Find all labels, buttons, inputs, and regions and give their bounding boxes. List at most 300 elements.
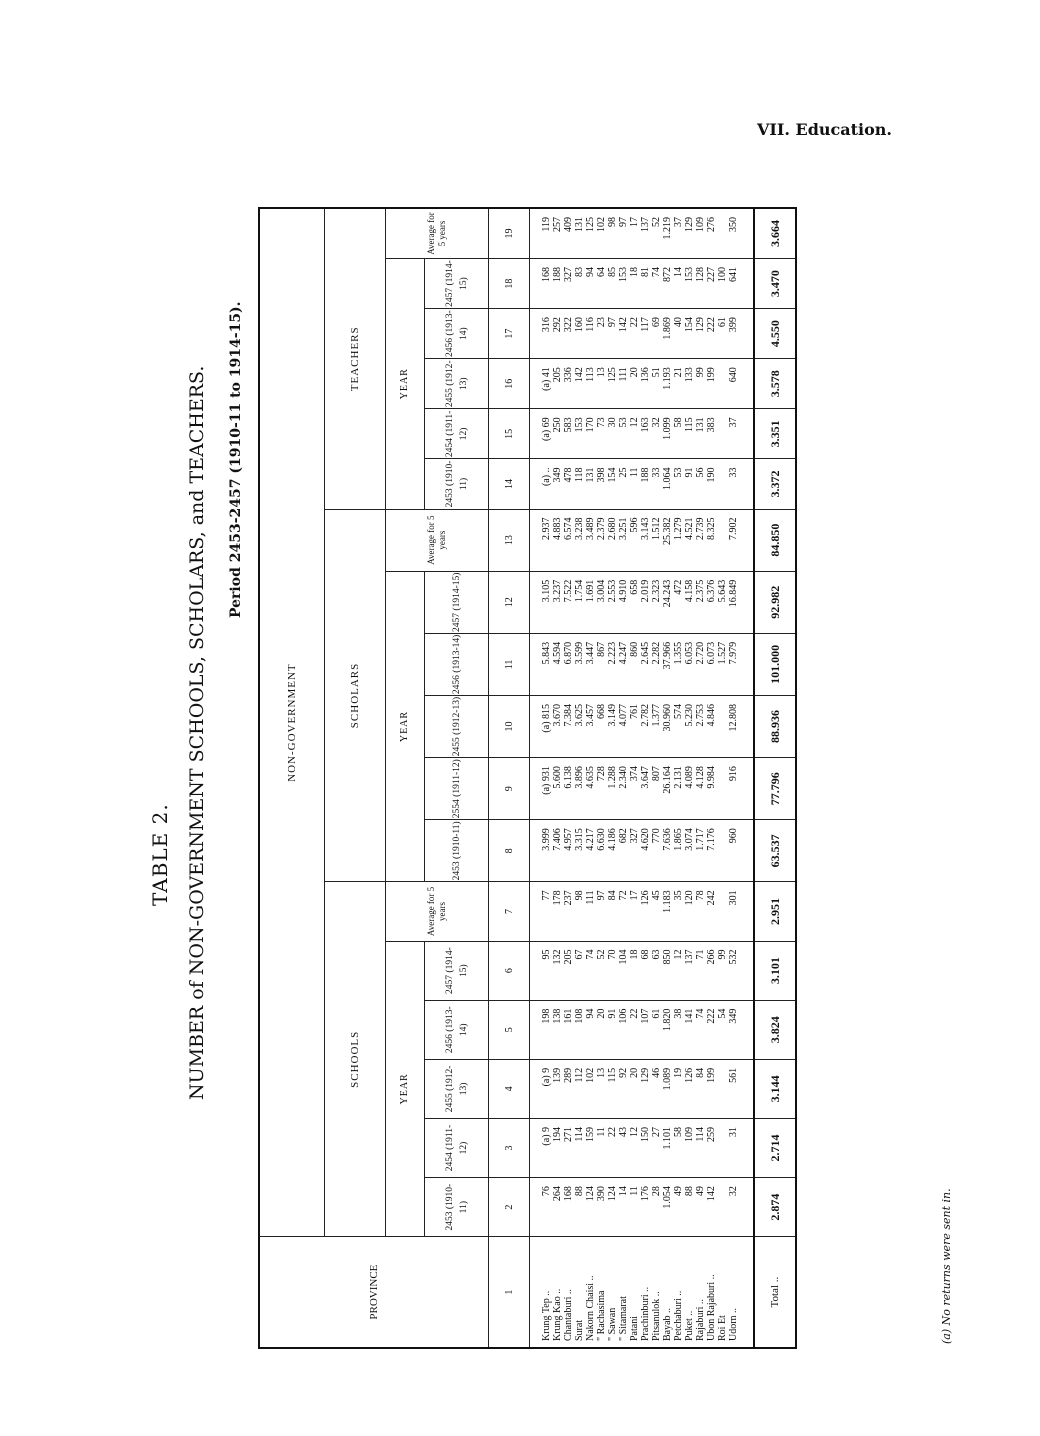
table-cell: 399 <box>728 309 754 359</box>
province-name: " Sitamarat <box>618 1237 629 1348</box>
table-cell: 49 <box>695 1178 706 1237</box>
table-cell: 1.183 <box>662 882 673 941</box>
table-cell: 168 <box>563 1178 574 1237</box>
table-cell: 97 <box>596 882 607 941</box>
table-cell: 1.869 <box>662 309 673 359</box>
table-cell: 17 <box>629 208 640 259</box>
column-number: 1 <box>489 1237 530 1348</box>
total-cell: 3.470 <box>754 259 796 309</box>
table-cell: 58 <box>673 1118 684 1177</box>
province-name: Surat <box>574 1237 585 1348</box>
table-cell <box>717 1178 728 1237</box>
table-cell: 124 <box>585 1178 596 1237</box>
table-cell: 49 <box>673 1178 684 1237</box>
table-cell: 132 <box>552 941 563 1000</box>
teachers-year-header: 2453 (1910-11) <box>425 459 489 509</box>
province-name: Ubon Rajaburi .. <box>706 1237 717 1348</box>
table-cell: 4.910 <box>618 571 629 633</box>
table-cell: 205 <box>563 941 574 1000</box>
table-cell: 154 <box>607 459 618 509</box>
table-cell <box>717 1118 728 1177</box>
column-number: 19 <box>489 208 530 259</box>
table-cell: 4.186 <box>607 820 618 882</box>
column-number: 2 <box>489 1178 530 1237</box>
schools-avg-header: Average for 5 years <box>386 882 489 941</box>
table-cell: 77 <box>541 882 552 941</box>
table-cell: 2.131 <box>673 758 684 820</box>
table-cell: 118 <box>574 459 585 509</box>
column-number: 5 <box>489 1000 530 1059</box>
table-cell: 7.522 <box>563 571 574 633</box>
table-cell: 2.720 <box>695 633 706 695</box>
table-cell: 14 <box>618 1178 629 1237</box>
table-title: TABLE 2. <box>148 803 172 906</box>
table-cell: 2.553 <box>607 571 618 633</box>
table-cell: 1.865 <box>673 820 684 882</box>
table-cell: 136 <box>640 359 651 409</box>
table-cell: 250 <box>552 409 563 459</box>
table-cell: 2.379 <box>596 509 607 571</box>
table-cell: 3.074 <box>684 820 695 882</box>
table-cell: 116 <box>585 309 596 359</box>
table-cell <box>717 1059 728 1118</box>
table-row <box>541 208 552 1348</box>
table-cell: 3.999 <box>541 820 552 882</box>
table-cell: 11 <box>629 459 640 509</box>
table-cell: 6.574 <box>563 509 574 571</box>
table-cell: (a) 9 <box>541 1118 552 1177</box>
table-cell: 292 <box>552 309 563 359</box>
table-cell: 237 <box>563 882 574 941</box>
province-name: Krung Tep .. <box>541 1237 552 1348</box>
table-cell: 1.219 <box>662 208 673 259</box>
table-cell: 1.820 <box>662 1000 673 1059</box>
table-cell: 97 <box>618 208 629 259</box>
table-row <box>706 208 717 1348</box>
province-name: Chantaburi .. <box>563 1237 574 1348</box>
table-cell: 161 <box>563 1000 574 1059</box>
province-name: Pitsanulok .. <box>651 1237 662 1348</box>
table-cell: 38 <box>673 1000 684 1059</box>
table-cell: 4.846 <box>706 695 717 757</box>
table-cell: 83 <box>574 259 585 309</box>
table-cell: 1.355 <box>673 633 684 695</box>
table-cell: 40 <box>673 309 684 359</box>
table-cell: 46 <box>651 1059 662 1118</box>
table-cell: 133 <box>684 359 695 409</box>
table-cell <box>717 758 728 820</box>
column-number: 15 <box>489 409 530 459</box>
scholars-year-header: 2453 (1910-11) <box>425 820 489 882</box>
table-cell: 3.315 <box>574 820 585 882</box>
table-cell: 124 <box>607 1178 618 1237</box>
table-cell: 64 <box>596 259 607 309</box>
table-cell: 3.457 <box>585 695 596 757</box>
table-cell: 205 <box>552 359 563 409</box>
table-cell: 91 <box>607 1000 618 1059</box>
scholars-year-header: 2456 (1913-14) <box>425 633 489 695</box>
table-cell: 2.223 <box>607 633 618 695</box>
table-row <box>673 208 684 1348</box>
table-cell: 2.753 <box>695 695 706 757</box>
table-cell: 154 <box>684 309 695 359</box>
table-cell: 18 <box>629 259 640 309</box>
table-cell: 316 <box>541 309 552 359</box>
table-cell: 641 <box>728 259 754 309</box>
table-cell: 33 <box>651 459 662 509</box>
table-cell: 16.849 <box>728 571 754 633</box>
table-cell <box>717 409 728 459</box>
total-label: Total .. <box>754 1237 796 1348</box>
schools-year-header: 2455 (1912-13) <box>425 1059 489 1118</box>
table-cell: 4.247 <box>618 633 629 695</box>
table-cell <box>717 208 728 259</box>
table-cell: 8.325 <box>706 509 717 571</box>
table-cell: 259 <box>706 1118 717 1177</box>
table-cell: 3.143 <box>640 509 651 571</box>
table-cell: 54 <box>717 1000 728 1059</box>
table-cell: 142 <box>618 309 629 359</box>
table-cell: 596 <box>629 509 640 571</box>
table-cell: 1.064 <box>662 459 673 509</box>
total-cell: 3.372 <box>754 459 796 509</box>
table-cell: 25 <box>618 459 629 509</box>
table-cell: 52 <box>651 208 662 259</box>
table-cell: 12.808 <box>728 695 754 757</box>
table-cell: 3.447 <box>585 633 596 695</box>
table-cell: 222 <box>706 309 717 359</box>
table-cell: 68 <box>640 941 651 1000</box>
total-cell: 2.874 <box>754 1178 796 1237</box>
province-header: PROVINCE <box>259 1237 489 1348</box>
table-cell: 2.645 <box>640 633 651 695</box>
table-cell: 3.599 <box>574 633 585 695</box>
table-cell: 276 <box>706 208 717 259</box>
table-cell: 67 <box>574 941 585 1000</box>
table-cell: 188 <box>552 259 563 309</box>
column-number: 17 <box>489 309 530 359</box>
table-cell: 20 <box>629 359 640 409</box>
table-cell: 658 <box>629 571 640 633</box>
table-row <box>717 208 728 1348</box>
table-cell: 12 <box>673 941 684 1000</box>
table-cell: 61 <box>717 309 728 359</box>
nongov-header: NON-GOVERNMENT <box>259 208 325 1237</box>
table-cell: 107 <box>640 1000 651 1059</box>
column-number: 8 <box>489 820 530 882</box>
table-cell: 264 <box>552 1178 563 1237</box>
table-cell: 3.647 <box>640 758 651 820</box>
table-cell: 176 <box>640 1178 651 1237</box>
table-row <box>563 208 574 1348</box>
teachers-year-header: 2456 (1913-14) <box>425 309 489 359</box>
table-cell: 2.739 <box>695 509 706 571</box>
table-row <box>618 208 629 1348</box>
table-cell: 102 <box>596 208 607 259</box>
table-cell: 109 <box>684 1118 695 1177</box>
province-name: Nakorn Chaisi .. <box>585 1237 596 1348</box>
province-name: Udorn .. <box>728 1237 754 1348</box>
table-cell: (a) 9 <box>541 1059 552 1118</box>
table-cell: 97 <box>607 309 618 359</box>
table-cell: 1.377 <box>651 695 662 757</box>
table-cell: 1.089 <box>662 1059 673 1118</box>
table-cell: 95 <box>541 941 552 1000</box>
table-cell: 126 <box>640 882 651 941</box>
table-cell: 867 <box>596 633 607 695</box>
table-cell: 84 <box>695 1059 706 1118</box>
table-cell: 139 <box>552 1059 563 1118</box>
table-cell: 153 <box>684 259 695 309</box>
table-cell: 1.754 <box>574 571 585 633</box>
table-cell: 160 <box>574 309 585 359</box>
table-row <box>728 208 754 1348</box>
period-label: Period 2453-2457 (1910-11 to 1914-15). <box>228 301 244 618</box>
table-cell: 4.883 <box>552 509 563 571</box>
table-cell: 11 <box>629 1178 640 1237</box>
table-cell: 5.600 <box>552 758 563 820</box>
table-cell: 199 <box>706 359 717 409</box>
table-cell: 5.230 <box>684 695 695 757</box>
table-row <box>684 208 695 1348</box>
province-name: Rajaburi .. <box>695 1237 706 1348</box>
table-cell: 7.406 <box>552 820 563 882</box>
table-cell: 1.717 <box>695 820 706 882</box>
table-cell: 131 <box>574 208 585 259</box>
table-cell: 194 <box>552 1118 563 1177</box>
table-cell: 153 <box>574 409 585 459</box>
table-cell: 37 <box>728 409 754 459</box>
column-number: 13 <box>489 509 530 571</box>
table-cell: 125 <box>607 359 618 409</box>
table-cell: 178 <box>552 882 563 941</box>
table-cell: 7.979 <box>728 633 754 695</box>
table-cell: 137 <box>684 941 695 1000</box>
table-cell: 81 <box>640 259 651 309</box>
table-cell: 1.099 <box>662 409 673 459</box>
province-name: Patani <box>629 1237 640 1348</box>
statistics-table <box>258 207 797 1349</box>
table-cell: 289 <box>563 1059 574 1118</box>
table-cell: 4.217 <box>585 820 596 882</box>
province-name: Roi Et <box>717 1237 728 1348</box>
table-cell: 4.521 <box>684 509 695 571</box>
table-cell: 532 <box>728 941 754 1000</box>
table-cell: 30.960 <box>662 695 673 757</box>
total-cell: 3.664 <box>754 208 796 259</box>
table-cell: 78 <box>695 882 706 941</box>
table-cell: 2.782 <box>640 695 651 757</box>
column-number: 16 <box>489 359 530 409</box>
table-cell: 131 <box>585 459 596 509</box>
table-cell: 478 <box>563 459 574 509</box>
table-cell: 129 <box>640 1059 651 1118</box>
table-cell: 32 <box>651 409 662 459</box>
section-header: VII. Education. <box>757 120 892 139</box>
table-cell: 20 <box>629 1059 640 1118</box>
table-cell: 3.237 <box>552 571 563 633</box>
table-cell: 51 <box>651 359 662 409</box>
table-cell: 70 <box>607 941 618 1000</box>
table-cell: 56 <box>695 459 706 509</box>
table-cell: 3.105 <box>541 571 552 633</box>
table-cell: 12 <box>629 409 640 459</box>
table-cell: 2.375 <box>695 571 706 633</box>
table-cell: 114 <box>695 1118 706 1177</box>
table-cell: 2.937 <box>541 509 552 571</box>
province-name: Petchaburi .. <box>673 1237 684 1348</box>
teachers-year-header: 2454 (1911-12) <box>425 409 489 459</box>
scholars-year-header: 2455 (1912-13) <box>425 695 489 757</box>
table-cell: 3.238 <box>574 509 585 571</box>
table-row <box>629 208 640 1348</box>
table-cell: (a) .. <box>541 459 552 509</box>
total-cell: 3.824 <box>754 1000 796 1059</box>
table-cell: 1.279 <box>673 509 684 571</box>
table-row <box>596 208 607 1348</box>
table-cell: 22 <box>629 309 640 359</box>
table-cell: 112 <box>574 1059 585 1118</box>
footnote: (a) No returns were sent in. <box>940 1188 953 1344</box>
table-cell: 74 <box>651 259 662 309</box>
table-cell: 128 <box>695 259 706 309</box>
table-cell: 574 <box>673 695 684 757</box>
table-cell: 242 <box>706 882 717 941</box>
table-cell: 23 <box>596 309 607 359</box>
table-cell: 108 <box>574 1000 585 1059</box>
table-cell: 640 <box>728 359 754 409</box>
table-cell: 850 <box>662 941 673 1000</box>
table-cell: 52 <box>596 941 607 1000</box>
table-cell: 301 <box>728 882 754 941</box>
table-cell <box>717 695 728 757</box>
teachers-avg-header: Average for 5 years <box>386 208 489 259</box>
table-cell: 114 <box>574 1118 585 1177</box>
table-cell: 271 <box>563 1118 574 1177</box>
table-cell: 960 <box>728 820 754 882</box>
table-cell: 32 <box>728 1178 754 1237</box>
schools-header: SCHOOLS <box>325 882 386 1237</box>
table-cell: 227 <box>706 259 717 309</box>
table-cell: 327 <box>563 259 574 309</box>
table-cell: 6.073 <box>706 633 717 695</box>
scholars-year-header: 2457 (1914-15) <box>425 571 489 633</box>
table-cell: 131 <box>695 409 706 459</box>
table-cell: 53 <box>673 459 684 509</box>
table-cell: 88 <box>574 1178 585 1237</box>
table-cell: 9.984 <box>706 758 717 820</box>
table-cell: 98 <box>607 208 618 259</box>
table-cell: 327 <box>629 820 640 882</box>
table-row <box>552 208 563 1348</box>
table-cell: 3.004 <box>596 571 607 633</box>
table-cell: 21 <box>673 359 684 409</box>
column-number: 7 <box>489 882 530 941</box>
table-cell: 3.625 <box>574 695 585 757</box>
table-cell: 4.620 <box>640 820 651 882</box>
table-cell: 99 <box>717 941 728 1000</box>
column-number: 11 <box>489 633 530 695</box>
table-cell: 5.643 <box>717 571 728 633</box>
table-cell: 115 <box>607 1059 618 1118</box>
table-cell: 26.164 <box>662 758 673 820</box>
table-cell: 129 <box>684 208 695 259</box>
table-subtitle: NUMBER of NON-GOVERNMENT SCHOOLS, SCHOLARS, and TEACHERS. <box>186 365 208 1100</box>
table-cell: 22 <box>629 1000 640 1059</box>
table-cell: 115 <box>684 409 695 459</box>
column-number: 4 <box>489 1059 530 1118</box>
table-cell: 163 <box>640 409 651 459</box>
table-cell: 168 <box>541 259 552 309</box>
table-cell: 390 <box>596 1178 607 1237</box>
schools-year-header: 2456 (1913-14) <box>425 1000 489 1059</box>
total-cell: 2.714 <box>754 1118 796 1177</box>
table-cell <box>717 459 728 509</box>
table-cell: 100 <box>717 259 728 309</box>
table-cell: 872 <box>662 259 673 309</box>
table-cell: (a) 931 <box>541 758 552 820</box>
total-cell: 63.537 <box>754 820 796 882</box>
schools-year-header: 2457 (1914-15) <box>425 941 489 1000</box>
table-cell: 120 <box>684 882 695 941</box>
scholars-year-label: YEAR <box>386 571 425 882</box>
table-cell: 92 <box>618 1059 629 1118</box>
table-cell: 3.896 <box>574 758 585 820</box>
table-cell: 74 <box>695 1000 706 1059</box>
table-cell: 682 <box>618 820 629 882</box>
total-cell: 101.000 <box>754 633 796 695</box>
table-cell: 1.288 <box>607 758 618 820</box>
table-cell: 14 <box>673 259 684 309</box>
table-cell: 2.340 <box>618 758 629 820</box>
table-cell: 153 <box>618 259 629 309</box>
teachers-year-label: YEAR <box>386 259 425 510</box>
table-cell: 61 <box>651 1000 662 1059</box>
table-cell: 190 <box>706 459 717 509</box>
table-cell: 4.594 <box>552 633 563 695</box>
table-cell <box>717 509 728 571</box>
column-number: 3 <box>489 1118 530 1177</box>
table-cell: 13 <box>596 359 607 409</box>
table-cell: 1.101 <box>662 1118 673 1177</box>
table-cell: (a) 69 <box>541 409 552 459</box>
table-cell: 409 <box>563 208 574 259</box>
schools-year-header: 2454 (1911-12) <box>425 1118 489 1177</box>
table-cell: 76 <box>541 1178 552 1237</box>
scholars-year-header: 2554 (1911-12) <box>425 758 489 820</box>
table-cell: 4.089 <box>684 758 695 820</box>
table-cell: 102 <box>585 1059 596 1118</box>
scholars-header: SCHOLARS <box>325 509 386 882</box>
table-cell: 4.635 <box>585 758 596 820</box>
table-row <box>574 208 585 1348</box>
table-cell: 350 <box>728 208 754 259</box>
table-cell: 25.382 <box>662 509 673 571</box>
table-cell: 7.176 <box>706 820 717 882</box>
table-cell: 1.691 <box>585 571 596 633</box>
column-number: 6 <box>489 941 530 1000</box>
total-cell: 88.936 <box>754 695 796 757</box>
table-cell: 129 <box>695 309 706 359</box>
table-cell: 43 <box>618 1118 629 1177</box>
total-cell: 3.101 <box>754 941 796 1000</box>
province-name: Krung Kao .. <box>552 1237 563 1348</box>
table-cell: 11 <box>596 1118 607 1177</box>
total-cell: 3.144 <box>754 1059 796 1118</box>
table-cell: 322 <box>563 309 574 359</box>
table-cell: 37 <box>673 208 684 259</box>
table-cell: 159 <box>585 1118 596 1177</box>
